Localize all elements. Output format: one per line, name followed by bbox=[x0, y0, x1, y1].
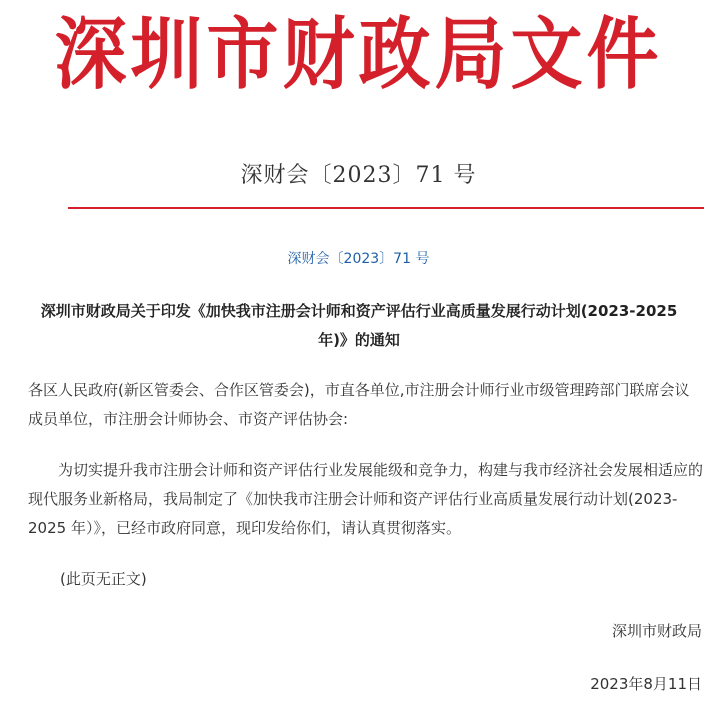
issue-date: 2023年8月11日 bbox=[590, 675, 702, 693]
document-number-blue: 深财会〔2023〕71 号 bbox=[287, 251, 430, 267]
no-text-note: (此页无正文) bbox=[60, 570, 147, 588]
document-masthead: 深圳市财政局文件 bbox=[54, 7, 663, 100]
red-divider-line bbox=[68, 207, 704, 209]
body-paragraph: 为切实提升我市注册会计师和资产评估行业发展能级和竞争力，构建与我市经济社会发展相适应的现代服务业新格局，我局制定了《加快我市注册会计师和资产评估行业高质量发展行动计划(2023-2025 年）》，已经市政府同意，现印发给你们，请认真贯彻落实。 bbox=[28, 461, 704, 537]
notice-title: 深圳市财政局关于印发《加快我市注册会计师和资产评估行业高质量发展行动计划(2023-2025 年)》的通知 bbox=[40, 302, 678, 349]
addressee-paragraph: 各区人民政府(新区管委会、合作区管委会)，市直各单位,市注册会计师行业市级管理跨部门联席会议成员单位，市注册会计师协会、市资产评估协会: bbox=[28, 381, 690, 428]
document-number: 深财会〔2023〕71 号 bbox=[240, 163, 477, 188]
signer: 深圳市财政局 bbox=[611, 622, 702, 640]
